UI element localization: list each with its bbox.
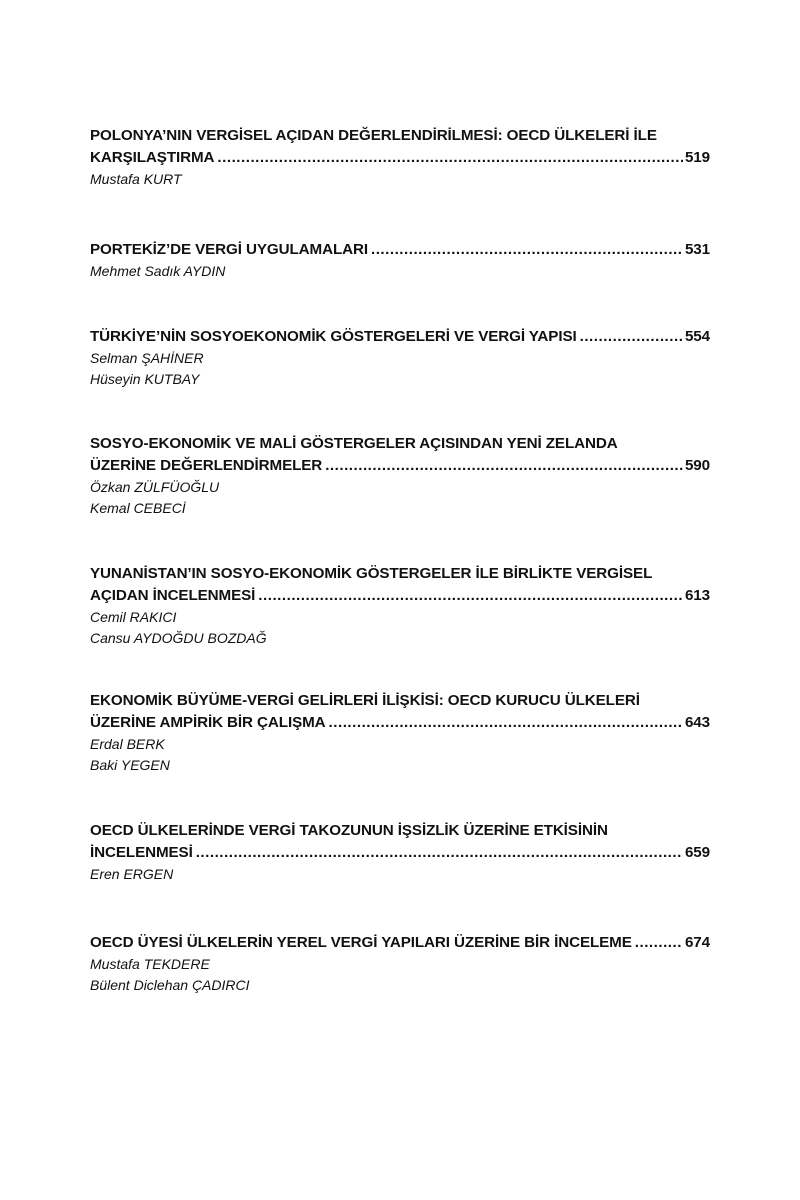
author-name: Bülent Diclehan ÇADIRCI bbox=[90, 977, 250, 993]
page-number: 519 bbox=[684, 149, 710, 166]
toc-entry[interactable] bbox=[90, 433, 710, 519]
author-name: Kemal CEBECİ bbox=[90, 500, 186, 516]
entry-title-text: ÜZERİNE AMPİRİK BİR ÇALIŞMA bbox=[90, 714, 326, 731]
dot-leader bbox=[325, 455, 683, 477]
entry-title-text: TÜRKİYE’NİN SOSYOEKONOMİK GÖSTERGELERİ VE VERGİ YAPISI bbox=[90, 328, 577, 345]
author-name: Cansu AYDOĞDU BOZDAĞ bbox=[90, 630, 267, 646]
toc-entry[interactable] bbox=[90, 125, 710, 190]
author-name: Mustafa KURT bbox=[90, 171, 182, 187]
author-name: Mehmet Sadık AYDIN bbox=[90, 263, 226, 279]
entry-title-line: OECD ÜLKELERİNDE VERGİ TAKOZUNUN İŞSİZLİK ÜZERİNE ETKİSİNİN bbox=[90, 822, 608, 839]
toc-entry[interactable] bbox=[90, 563, 710, 649]
page-number: 613 bbox=[684, 587, 710, 604]
entry-title-line: EKONOMİK BÜYÜME-VERGİ GELİRLERİ İLİŞKİSİ: OECD KURUCU ÜLKELERİ bbox=[90, 692, 640, 709]
dot-leader bbox=[580, 326, 683, 348]
page-number: 674 bbox=[684, 934, 710, 951]
author-name: Cemil RAKICI bbox=[90, 609, 177, 625]
page-number: 659 bbox=[684, 844, 710, 861]
toc-entry[interactable] bbox=[90, 239, 710, 282]
toc-entry[interactable] bbox=[90, 932, 710, 996]
entry-title-last-line bbox=[90, 842, 710, 864]
entry-title-last-line bbox=[90, 147, 710, 169]
page-number: 643 bbox=[684, 714, 710, 731]
entry-title-text: KARŞILAŞTIRMA bbox=[90, 149, 215, 166]
entry-title-last-line bbox=[90, 932, 710, 954]
page-number: 590 bbox=[684, 457, 710, 474]
dot-leader bbox=[329, 712, 683, 734]
author-name: Özkan ZÜLFÜOĞLU bbox=[90, 479, 220, 495]
entry-title-text: ÜZERİNE DEĞERLENDİRMELER bbox=[90, 457, 323, 474]
author-name: Eren ERGEN bbox=[90, 866, 174, 882]
entry-title-line: POLONYA’NIN VERGİSEL AÇIDAN DEĞERLENDİRİLMESİ: OECD ÜLKELERİ İLE bbox=[90, 127, 657, 144]
entry-title-last-line bbox=[90, 712, 710, 734]
entry-title-last-line bbox=[90, 455, 710, 477]
dot-leader bbox=[196, 842, 683, 864]
entry-title-last-line bbox=[90, 585, 710, 607]
author-name: Erdal BERK bbox=[90, 736, 165, 752]
page-number: 531 bbox=[684, 241, 710, 258]
entry-title-text: AÇIDAN İNCELENMESİ bbox=[90, 587, 256, 604]
entry-title-line: YUNANİSTAN’IN SOSYO-EKONOMİK GÖSTERGELER İLE BİRLİKTE VERGİSEL bbox=[90, 565, 653, 582]
entry-title-text: PORTEKİZ’DE VERGİ UYGULAMALARI bbox=[90, 241, 368, 258]
author-name: Mustafa TEKDERE bbox=[90, 956, 210, 972]
entry-title-line: SOSYO-EKONOMİK VE MALİ GÖSTERGELER AÇISINDAN YENİ ZELANDA bbox=[90, 435, 618, 452]
toc-entry[interactable] bbox=[90, 326, 710, 390]
page-number: 554 bbox=[684, 328, 710, 345]
toc-entry[interactable] bbox=[90, 820, 710, 885]
dot-leader bbox=[635, 932, 683, 954]
entry-title-last-line bbox=[90, 326, 710, 348]
dot-leader bbox=[258, 585, 683, 607]
dot-leader bbox=[217, 147, 683, 169]
toc-entry[interactable] bbox=[90, 690, 710, 776]
author-name: Selman ŞAHİNER bbox=[90, 350, 204, 366]
entry-title-text: İNCELENMESİ bbox=[90, 844, 193, 861]
dot-leader bbox=[371, 239, 683, 261]
entry-title-text: OECD ÜYESİ ÜLKELERİN YEREL VERGİ YAPILARI ÜZERİNE BİR İNCELEME bbox=[90, 934, 632, 951]
author-name: Hüseyin KUTBAY bbox=[90, 371, 200, 387]
entry-title-last-line bbox=[90, 239, 710, 261]
author-name: Baki YEGEN bbox=[90, 757, 170, 773]
